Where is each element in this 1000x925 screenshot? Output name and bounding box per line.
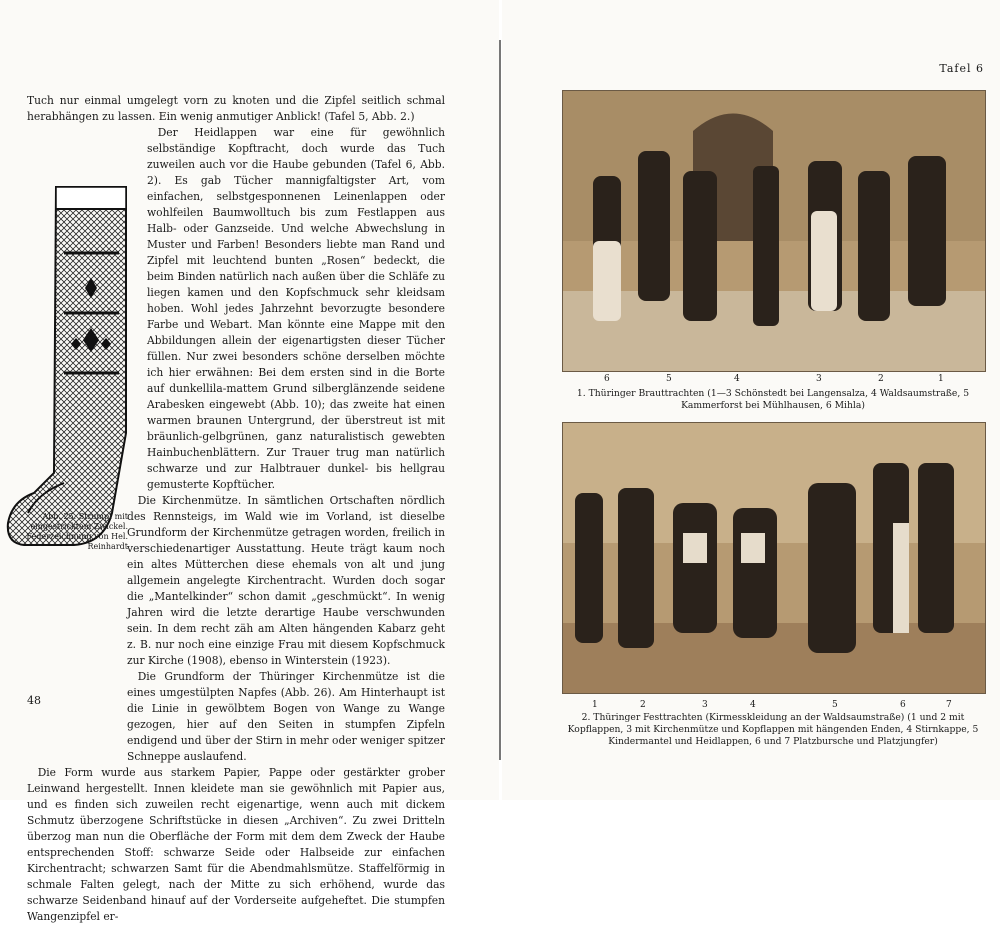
figure-number: 7 [946,700,952,710]
photo2-caption: 2. Thüringer Festtrachten (Kirmesskleidung an der Waldsaumstraße) (1 und 2 mit Kopflappen, 3 mit Kirchenmütze und Kopflappen mit hängenden Enden, 4 Stirnkappe, 5 Kindermantel und Heidlappen, 6 und 7 Platzbursche und Platzjungfer) [567,712,979,747]
photo-festtrachten [562,422,986,694]
figure-number: 2 [640,700,646,710]
figure-number: 4 [734,374,740,384]
paragraph-text: Der Heidlappen war eine für gewöhnlich selbständige Kopftracht, doch wurde das Tuch zuweilen auch vor die Haube gebunden (Tafel 6, Abb. 2). Es gab Tücher mannigfaltigster Art, vom einfachen, selbstgesponnenen Leinenlappen oder wohlfeilen Baumwolltuch bis zum Festlappen aus Halb- oder Ganzseide. Und welche Abwechslung in Muster und Farben! Besonders liebte man Rand und Zipfel mit leuchtend bunten „Rosen“ bedeckt, die beim Binden natürlich nach außen über die Schläfe zu liegen kamen und den Kopfschmuck sehr kleidsam hoben. Wohl jedes Jahrzehnt bevorzugte besondere Farbe und Webart. Man könnte eine Mappe mit den Abbildungen allein der eigenartigsten dieser Tücher füllen. Nur zwei besonders schöne derselben möchte ich hier erwähnen: Bei dem ersten sind in die Borte auf dunkellila-mattem Grund silberglänzende seidene Arabesken eingewebt (Abb. 10); das zweite hat einen warmen braunen Untergrund, der überstreut ist mit bräunlich-gelbgrünen, ganz naturalistisch gewebten Hainbuchenblättern. Zur Trauer trug man natürlich schwarze und zur Halbtrauer dunkel- bis hellgrau gemusterte Kopftücher. [147,126,445,491]
figure-number: 3 [816,374,822,384]
plate-label: Tafel 6 [939,62,984,75]
figure-number: 6 [900,700,906,710]
paragraph: Die Kirchenmütze. In sämtlichen Ortschaften nördlich des Rennsteigs, im Wald wie im Vorland, ist dieselbe Grundform der Kirchenmütze getragen worden, freilich in verschiedenartiger Ausstattung. Heute trägt kaum noch ein altes Mütterchen diese ehemals von alt und jung allgemein angelegte Kirchentracht. Wurden doch sogar die „Mantelkinder“ schon damit „geschmückt“. In wenig Jahren wird die letzte derartige Haube verschwunden sein. In dem recht zäh am Alten hängenden Kabarz geht z. B. nur noch eine einzige Frau mit diesem Kopfschmuck zur Kirche (1908), ebenso in Winterstein (1923). [127,494,445,667]
figure-number: 3 [702,700,708,710]
figure-number: 1 [592,700,598,710]
page-gutter [499,40,501,760]
photo1-caption: 1. Thüringer Brauttrachten (1—3 Schönstedt bei Langensalza, 4 Waldsaumstraße, 5 Kammerforst bei Mühlhausen, 6 Mihla) [576,388,970,411]
figure-number: 1 [938,374,944,384]
figure-number: 4 [750,700,756,710]
figure-number: 6 [604,374,610,384]
paragraph: Die Grundform der Thüringer Kirchenmütze ist die eines umgestülpten Napfes (Abb. 26). Am Hinterhaupt ist die Linie in gewölbtem Bogen von Wange zu Wange gezogen, hier auf den Seiten in stumpfen Zipfeln endigend und über der Stirn in mehr oder weniger spitzer Schneppe auslaufend. [127,670,445,763]
paragraph: Tuch nur einmal umgelegt vorn zu knoten und die Zipfel seitlich schmal herabhängen zu lassen. Ein wenig anmutiger Anblick! (Tafel 5, Abb. 2.) [27,94,445,123]
photo-brauttrachten [562,90,986,372]
figure-number: 2 [878,374,884,384]
page-number: 48 [27,694,41,707]
figure-caption: Abb. 25. Strumpf mit eingestricktem Zwickel. Federzeichnung von Hel. Reinhardt [26,512,128,551]
sock-illustration [4,183,128,553]
figure-number: 5 [832,700,838,710]
left-page [0,0,499,923]
figure-number: 5 [666,374,672,384]
paragraph: Die Form wurde aus starkem Papier, Pappe oder gestärkter grober Leinwand hergestellt. Innen kleidete man sie gewöhnlich mit Papier aus, und es finden sich zuweilen recht eigenartige, wenn auch mit dickem Schmutz überzogene Schriftstücke in diesen „Archiven“. Zu zwei Dritteln überzog man nun die Oberfläche der Form mit dem dem Zweck der Haube entsprechenden Stoff: schwarze Seide oder Halbseide zur einfachen Kirchentracht; schwarzen Samt für die Abendmahlsmütze. Staffelförmig in schmale Falten gelegt, nach der Mitte zu sich erhöhend, wurde das schwarze Seidenband hinauf auf der Vorderseite aufgeheftet. Die stumpfen Wangenzipfel er- [27,766,445,923]
